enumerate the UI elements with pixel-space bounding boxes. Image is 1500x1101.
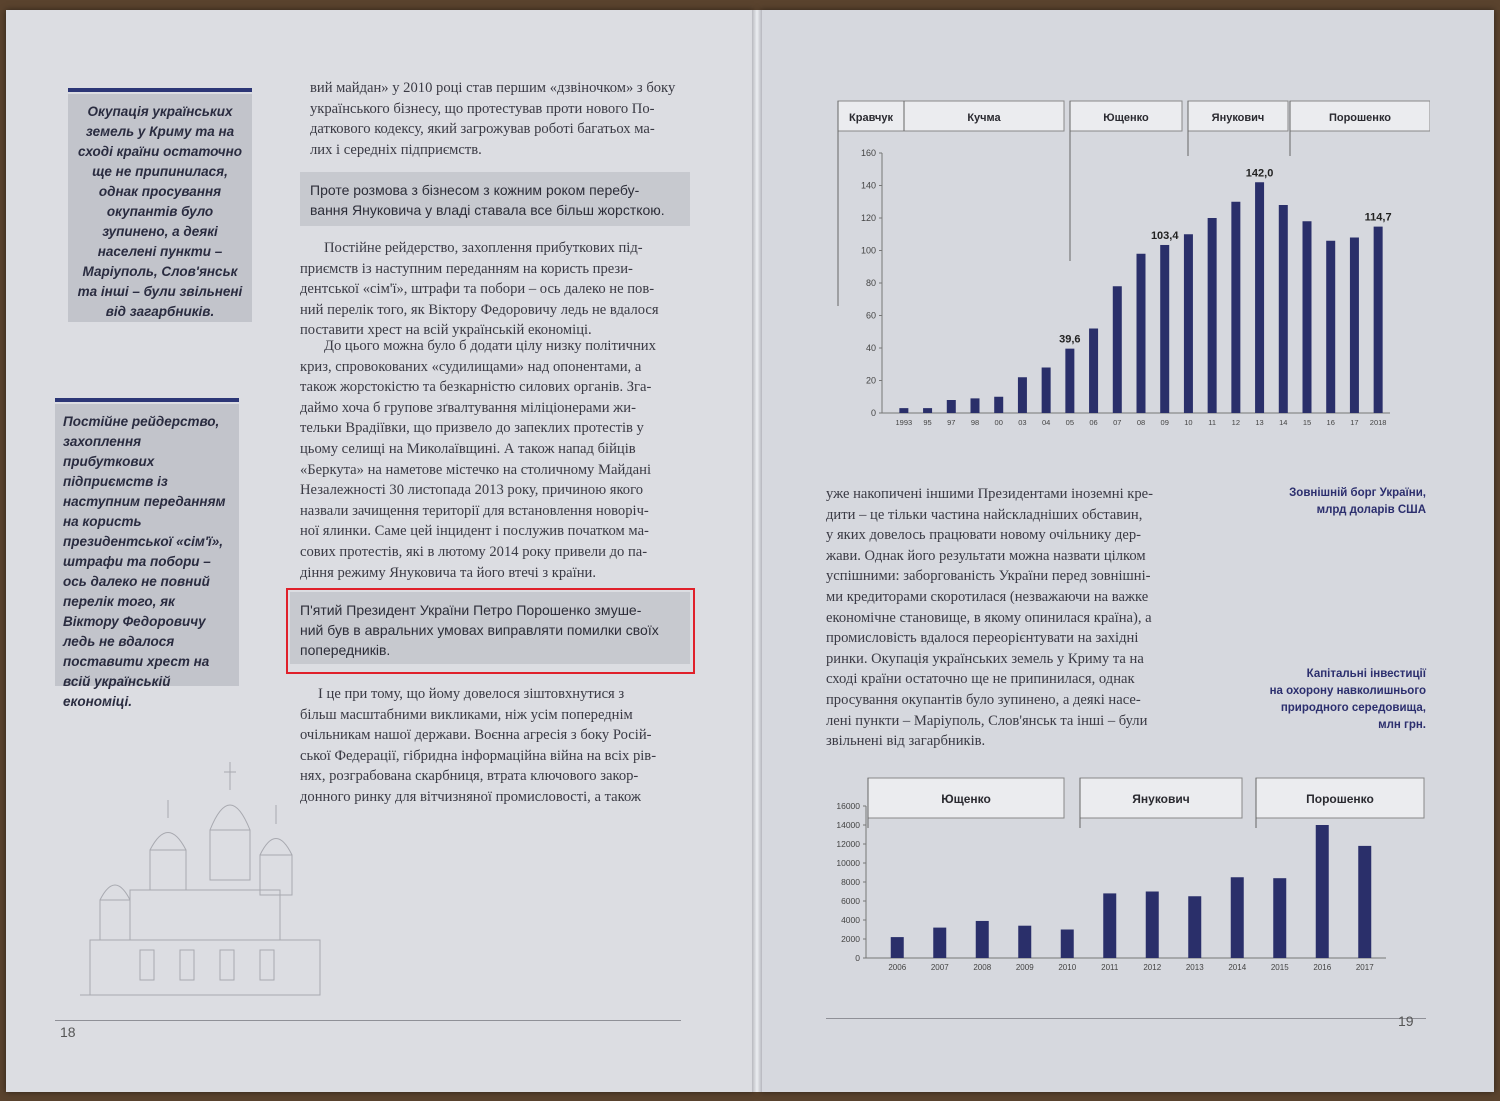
x-tick-label: 2008 (973, 963, 992, 972)
x-tick-label: 14 (1279, 418, 1288, 427)
sidebar-callout-occupation: Окупація українських земель у Криму та на сході країни остаточно ще не припинилася, однак просування окупантів було зупинено, а деякі населені пункти – Маріуполь, Слов'янськ та інші – були звільнені від загарбників. (68, 94, 252, 322)
period-label: Янукович (1211, 112, 1265, 124)
y-tick-label: 40 (865, 343, 876, 353)
x-tick-label: 2015 (1270, 963, 1289, 972)
period-label: Ющенко (941, 792, 991, 806)
y-tick-label: 16000 (836, 801, 860, 811)
data-label: 142,0 (1245, 167, 1274, 180)
x-tick-label: 11 (1208, 418, 1217, 427)
bar (1208, 218, 1217, 413)
bar (933, 928, 946, 958)
x-tick-label: 13 (1255, 418, 1264, 427)
x-tick-label: 08 (1136, 418, 1146, 427)
bar (1184, 234, 1193, 413)
y-tick-label: 8000 (841, 877, 860, 887)
bar (1146, 892, 1159, 959)
page-number-left: 18 (60, 1024, 76, 1040)
x-tick-label: 2011 (1101, 963, 1119, 972)
x-tick-label: 1993 (895, 418, 913, 427)
bar (994, 397, 1003, 413)
y-tick-label: 20 (865, 375, 876, 386)
bar (1065, 349, 1074, 413)
data-label: 114,7 (1364, 211, 1392, 224)
book-gutter (752, 10, 762, 1092)
bar (976, 921, 989, 958)
x-tick-label: 2007 (930, 963, 949, 972)
data-label: 39,6 (1059, 333, 1081, 346)
x-tick-label: 2006 (888, 963, 907, 972)
bar (923, 408, 932, 413)
callout-accent-bar (68, 88, 252, 92)
x-tick-label: 17 (1350, 418, 1359, 427)
x-tick-label: 98 (970, 418, 980, 427)
bar (1018, 926, 1031, 958)
x-tick-label: 03 (1018, 418, 1027, 427)
y-tick-label: 6000 (841, 896, 860, 906)
paragraph: До цього можна було б додати цілу низку політичних криз, спровокованих «судилищами» над опонентами, а також жорстокістю та безкарністю силових органів. Зга- даймо хоча б групове зґвалтування міліціонерами жи- тельки Врадіївки, що призвело до запеклих протестів у цьому селищі на Миколаївщині. А також напад бійців «Беркута» на наметове містечко на столичному Майдані Незалежності 30 листопада 2013 року, причиною якого назвали зачищення території для встановлення новоріч- ної ялинки. Саме цей інцидент і послужив початком ма- сових протестів, які в лютому 2014 року привели до па- діння режиму Януковича та його втечі з країни. (300, 338, 656, 581)
y-tick-label: 0 (855, 953, 860, 963)
bar (1279, 205, 1288, 413)
y-tick-label: 4000 (841, 915, 860, 925)
chart-caption-debt: Зовнішній борг України, млрд доларів США (1289, 487, 1426, 516)
footer-rule (55, 1020, 681, 1021)
x-tick-label: 07 (1113, 418, 1122, 427)
data-label: 103,4 (1150, 229, 1179, 242)
y-tick-label: 12000 (836, 839, 860, 849)
bar (1255, 182, 1264, 413)
x-tick-label: 10 (1184, 418, 1193, 427)
bar (1316, 825, 1329, 958)
x-tick-label: 2017 (1355, 963, 1374, 972)
x-tick-label: 05 (1065, 418, 1075, 427)
x-tick-label: 95 (923, 418, 932, 427)
sidebar-callout-raiding: Постійне рейдерство, захоплення прибуткових підприємств із наступним переданням на користь президентської «сім'ї», штрафи та побори – ось далеко не повний перелік того, як Віктору Федоровичу ледь не вдалося поставити хрест на всій українській економіці. (55, 404, 239, 686)
bar (1231, 877, 1244, 958)
x-tick-label: 2010 (1058, 963, 1077, 972)
y-tick-label: 80 (865, 278, 876, 288)
pull-quote: Проте розмова з бізнесом з кожним роком перебу- вання Януковича у владі ставала все більш жорсткою. (300, 172, 690, 226)
bar (1113, 286, 1122, 413)
period-label: Кравчук (849, 112, 893, 124)
y-tick-label: 0 (870, 408, 876, 418)
callout-accent-bar (55, 398, 239, 402)
period-label: Порошенко (1306, 792, 1374, 806)
bar (1326, 241, 1335, 413)
period-label: Ющенко (1103, 112, 1149, 124)
bar (1358, 846, 1371, 958)
page-number-right: 19 (1398, 1013, 1414, 1029)
paragraph: уже накопичені іншими Президентами іноземні кре- дити – це тільки частина найскладніших обставин, у яких довелось працювати новому очільнику дер- жави. Однак його результати можна назвати цілком успішними: заборгованість України перед зовнішні- ми кредиторами скоротилася (незважаючи на важке економічне становище, в якому опинилася країна), а промисловість вдалося переорієнтувати на західні ринки. Окупація українських земель у Криму та на сході країни остаточно ще не припинилася, однак просування окупантів було зупинено, а деякі насе- лені пункти – Маріуполь, Слов'янськ та інші – були звільнені від загарбників. (826, 486, 1153, 750)
highlight-box (286, 588, 695, 674)
bar (899, 408, 908, 413)
bar (1061, 930, 1074, 959)
x-tick-label: 06 (1089, 418, 1098, 427)
x-tick-label: 2016 (1313, 963, 1332, 972)
external-debt-chart (830, 95, 1430, 440)
church-sketch-illustration (70, 760, 330, 1005)
paragraph: І це при тому, що йому довелося зіштовхнутися з більш масштабними викликами, ніж усім попереднім очільникам нашої держави. Воєнна агресія з боку Росій- ської Федерації, гібридна інформаційна війна на всіх рів- нях, розграбована скарбниця, втрата ключового закор- донного ринку для вітчизняної промисловості, а також (300, 686, 657, 805)
bar (1273, 878, 1286, 958)
x-tick-label: 2014 (1228, 963, 1247, 972)
bar (1018, 377, 1027, 413)
y-tick-label: 100 (860, 245, 876, 256)
y-tick-label: 14000 (836, 820, 860, 830)
x-tick-label: 2012 (1143, 963, 1162, 972)
y-tick-label: 60 (865, 310, 876, 321)
x-tick-label: 09 (1160, 418, 1169, 427)
bar (1103, 893, 1116, 958)
chart-caption-investment: Капітальні інвестиції на охорону навколишнього природного середовища, млн грн. (1269, 668, 1426, 731)
bar (1303, 221, 1312, 413)
y-tick-label: 2000 (841, 934, 860, 944)
bar (1231, 202, 1240, 413)
y-tick-label: 120 (860, 213, 876, 223)
bar (1374, 227, 1383, 413)
pull-quote-poroshenko: П'ятий Президент України Петро Порошенко змуше- ний був в авральних умовах виправляти помилки своїх попередників. (290, 592, 690, 664)
period-label: Порошенко (1328, 112, 1392, 124)
x-tick-label: 12 (1231, 418, 1241, 427)
y-tick-label: 160 (860, 148, 876, 158)
x-tick-label: 04 (1041, 418, 1051, 427)
period-label: Янукович (1132, 792, 1190, 806)
bar (947, 400, 956, 413)
bar (971, 398, 980, 413)
bar (1042, 368, 1051, 414)
environment-investment-chart (826, 764, 1426, 994)
x-tick-label: 2018 (1369, 418, 1387, 427)
bar (1350, 238, 1359, 414)
x-tick-label: 00 (994, 418, 1003, 427)
paragraph: Постійне рейдерство, захоплення прибуткових під- приємств із наступним переданням на користь прези- дентської «сім'ї», штрафи та побори – ось далеко не пов- ний перелік того, як Віктору Федоровичу ледь не вдалося поставити хрест на всій українській економіці. (300, 240, 659, 339)
y-tick-label: 140 (860, 180, 876, 191)
x-tick-label: 2013 (1185, 963, 1204, 972)
x-tick-label: 2009 (1015, 963, 1034, 972)
bar (1137, 254, 1146, 413)
x-tick-label: 97 (947, 418, 956, 427)
paragraph: вий майдан» у 2010 році став першим «дзвіночком» з боку українського бізнесу, що протестував проти нового По- даткового кодексу, який загрожував роботі багатьох ма- лих і середніх підприємств. (310, 80, 676, 158)
x-tick-label: 15 (1302, 418, 1312, 427)
bar (1160, 245, 1169, 413)
footer-rule (826, 1018, 1426, 1019)
bar (891, 937, 904, 958)
y-tick-label: 10000 (836, 858, 860, 868)
x-tick-label: 16 (1326, 418, 1335, 427)
bar (1089, 329, 1098, 414)
period-label: Кучма (967, 112, 1001, 124)
bar (1188, 896, 1201, 958)
